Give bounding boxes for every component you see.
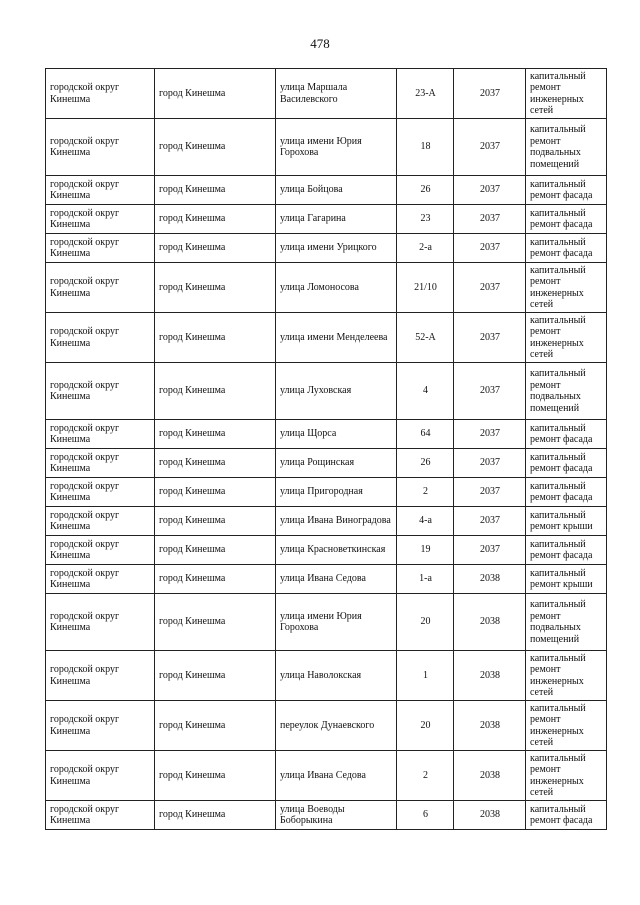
table-row bbox=[46, 507, 607, 536]
table-row bbox=[46, 234, 607, 263]
house-number-cell: 1-а bbox=[397, 565, 454, 594]
city-cell: город Кинешма bbox=[155, 701, 276, 751]
work-type-cell: капитальный ремонт инженерных сетей bbox=[526, 701, 607, 751]
street-cell: улица Гагарина bbox=[276, 205, 397, 234]
city-cell: город Кинешма bbox=[155, 565, 276, 594]
district-cell: городской округ Кинешма bbox=[46, 263, 155, 313]
year-cell: 2038 bbox=[454, 751, 526, 801]
house-number-cell: 26 bbox=[397, 449, 454, 478]
year-cell: 2037 bbox=[454, 420, 526, 449]
table-row bbox=[46, 119, 607, 176]
district-cell: городской округ Кинешма bbox=[46, 507, 155, 536]
table-row bbox=[46, 751, 607, 801]
page-number: 478 bbox=[310, 36, 330, 51]
house-number-cell: 26 bbox=[397, 176, 454, 205]
street-cell: улица Бойцова bbox=[276, 176, 397, 205]
table-row bbox=[46, 363, 607, 420]
house-number-cell: 4-а bbox=[397, 507, 454, 536]
work-type-cell: капитальный ремонт фасада bbox=[526, 478, 607, 507]
house-number-cell: 23 bbox=[397, 205, 454, 234]
street-cell: улица Ивана Виноградова bbox=[276, 507, 397, 536]
street-cell: улица Маршала Василевского bbox=[276, 69, 397, 119]
year-cell: 2037 bbox=[454, 536, 526, 565]
city-cell: город Кинешма bbox=[155, 801, 276, 830]
city-cell: город Кинешма bbox=[155, 507, 276, 536]
city-cell: город Кинешма bbox=[155, 363, 276, 420]
city-cell: город Кинешма bbox=[155, 449, 276, 478]
street-cell: переулок Дунаевского bbox=[276, 701, 397, 751]
year-cell: 2037 bbox=[454, 507, 526, 536]
work-type-cell: капитальный ремонт инженерных сетей bbox=[526, 651, 607, 701]
table-row bbox=[46, 801, 607, 830]
house-number-cell: 2 bbox=[397, 478, 454, 507]
work-type-cell: капитальный ремонт крыши bbox=[526, 507, 607, 536]
district-cell: городской округ Кинешма bbox=[46, 69, 155, 119]
year-cell: 2038 bbox=[454, 565, 526, 594]
year-cell: 2037 bbox=[454, 363, 526, 420]
street-cell: улица имени Урицкого bbox=[276, 234, 397, 263]
house-number-cell: 23-А bbox=[397, 69, 454, 119]
district-cell: городской округ Кинешма bbox=[46, 594, 155, 651]
work-type-cell: капитальный ремонт фасада bbox=[526, 420, 607, 449]
house-number-cell: 52-А bbox=[397, 313, 454, 363]
city-cell: город Кинешма bbox=[155, 594, 276, 651]
house-number-cell: 2 bbox=[397, 751, 454, 801]
city-cell: город Кинешма bbox=[155, 751, 276, 801]
table-row bbox=[46, 565, 607, 594]
work-type-cell: капитальный ремонт фасада bbox=[526, 801, 607, 830]
district-cell: городской округ Кинешма bbox=[46, 176, 155, 205]
house-number-cell: 4 bbox=[397, 363, 454, 420]
street-cell: улица Пригородная bbox=[276, 478, 397, 507]
street-cell: улица Красноветкинская bbox=[276, 536, 397, 565]
house-number-cell: 20 bbox=[397, 701, 454, 751]
district-cell: городской округ Кинешма bbox=[46, 449, 155, 478]
house-number-cell: 2-а bbox=[397, 234, 454, 263]
district-cell: городской округ Кинешма bbox=[46, 701, 155, 751]
table-row bbox=[46, 313, 607, 363]
district-cell: городской округ Кинешма bbox=[46, 119, 155, 176]
street-cell: улица Луховская bbox=[276, 363, 397, 420]
work-type-cell: капитальный ремонт фасада bbox=[526, 536, 607, 565]
street-cell: улица Щорса bbox=[276, 420, 397, 449]
work-type-cell: капитальный ремонт подвальных помещений bbox=[526, 594, 607, 651]
work-type-cell: капитальный ремонт инженерных сетей bbox=[526, 313, 607, 363]
year-cell: 2037 bbox=[454, 478, 526, 507]
city-cell: город Кинешма bbox=[155, 119, 276, 176]
table-row bbox=[46, 263, 607, 313]
district-cell: городской округ Кинешма bbox=[46, 651, 155, 701]
city-cell: город Кинешма bbox=[155, 478, 276, 507]
house-number-cell: 1 bbox=[397, 651, 454, 701]
table-row bbox=[46, 449, 607, 478]
district-cell: городской округ Кинешма bbox=[46, 205, 155, 234]
street-cell: улица Воеводы Боборыкина bbox=[276, 801, 397, 830]
street-cell: улица Ломоносова bbox=[276, 263, 397, 313]
district-cell: городской округ Кинешма bbox=[46, 234, 155, 263]
table-row bbox=[46, 176, 607, 205]
table-row bbox=[46, 205, 607, 234]
district-cell: городской округ Кинешма bbox=[46, 420, 155, 449]
work-type-cell: капитальный ремонт подвальных помещений bbox=[526, 119, 607, 176]
house-number-cell: 18 bbox=[397, 119, 454, 176]
table-row bbox=[46, 420, 607, 449]
district-cell: городской округ Кинешма bbox=[46, 363, 155, 420]
year-cell: 2037 bbox=[454, 313, 526, 363]
year-cell: 2038 bbox=[454, 594, 526, 651]
city-cell: город Кинешма bbox=[155, 69, 276, 119]
year-cell: 2037 bbox=[454, 69, 526, 119]
table-row bbox=[46, 651, 607, 701]
work-type-cell: капитальный ремонт инженерных сетей bbox=[526, 263, 607, 313]
house-number-cell: 64 bbox=[397, 420, 454, 449]
house-number-cell: 21/10 bbox=[397, 263, 454, 313]
year-cell: 2037 bbox=[454, 234, 526, 263]
district-cell: городской округ Кинешма bbox=[46, 751, 155, 801]
street-cell: улица имени Юрия Горохова bbox=[276, 594, 397, 651]
city-cell: город Кинешма bbox=[155, 651, 276, 701]
district-cell: городской округ Кинешма bbox=[46, 536, 155, 565]
work-type-cell: капитальный ремонт фасада bbox=[526, 176, 607, 205]
city-cell: город Кинешма bbox=[155, 420, 276, 449]
work-type-cell: капитальный ремонт инженерных сетей bbox=[526, 69, 607, 119]
table-row bbox=[46, 701, 607, 751]
year-cell: 2037 bbox=[454, 119, 526, 176]
street-cell: улица Рощинская bbox=[276, 449, 397, 478]
table-row bbox=[46, 69, 607, 119]
year-cell: 2038 bbox=[454, 651, 526, 701]
city-cell: город Кинешма bbox=[155, 263, 276, 313]
district-cell: городской округ Кинешма bbox=[46, 313, 155, 363]
work-type-cell: капитальный ремонт фасада bbox=[526, 234, 607, 263]
city-cell: город Кинешма bbox=[155, 205, 276, 234]
street-cell: улица Наволокская bbox=[276, 651, 397, 701]
street-cell: улица имени Юрия Горохова bbox=[276, 119, 397, 176]
district-cell: городской округ Кинешма bbox=[46, 478, 155, 507]
house-number-cell: 19 bbox=[397, 536, 454, 565]
table-row bbox=[46, 478, 607, 507]
district-cell: городской округ Кинешма bbox=[46, 565, 155, 594]
work-type-cell: капитальный ремонт подвальных помещений bbox=[526, 363, 607, 420]
city-cell: город Кинешма bbox=[155, 313, 276, 363]
district-cell: городской округ Кинешма bbox=[46, 801, 155, 830]
work-type-cell: капитальный ремонт крыши bbox=[526, 565, 607, 594]
work-type-cell: капитальный ремонт фасада bbox=[526, 449, 607, 478]
city-cell: город Кинешма bbox=[155, 234, 276, 263]
work-type-cell: капитальный ремонт фасада bbox=[526, 205, 607, 234]
table-row bbox=[46, 594, 607, 651]
city-cell: город Кинешма bbox=[155, 176, 276, 205]
house-number-cell: 20 bbox=[397, 594, 454, 651]
year-cell: 2037 bbox=[454, 205, 526, 234]
house-number-cell: 6 bbox=[397, 801, 454, 830]
street-cell: улица Ивана Седова bbox=[276, 751, 397, 801]
table-row bbox=[46, 536, 607, 565]
year-cell: 2038 bbox=[454, 801, 526, 830]
year-cell: 2037 bbox=[454, 263, 526, 313]
repair-schedule-table bbox=[45, 68, 607, 830]
street-cell: улица имени Менделеева bbox=[276, 313, 397, 363]
work-type-cell: капитальный ремонт инженерных сетей bbox=[526, 751, 607, 801]
city-cell: город Кинешма bbox=[155, 536, 276, 565]
year-cell: 2038 bbox=[454, 701, 526, 751]
year-cell: 2037 bbox=[454, 449, 526, 478]
street-cell: улица Ивана Седова bbox=[276, 565, 397, 594]
year-cell: 2037 bbox=[454, 176, 526, 205]
